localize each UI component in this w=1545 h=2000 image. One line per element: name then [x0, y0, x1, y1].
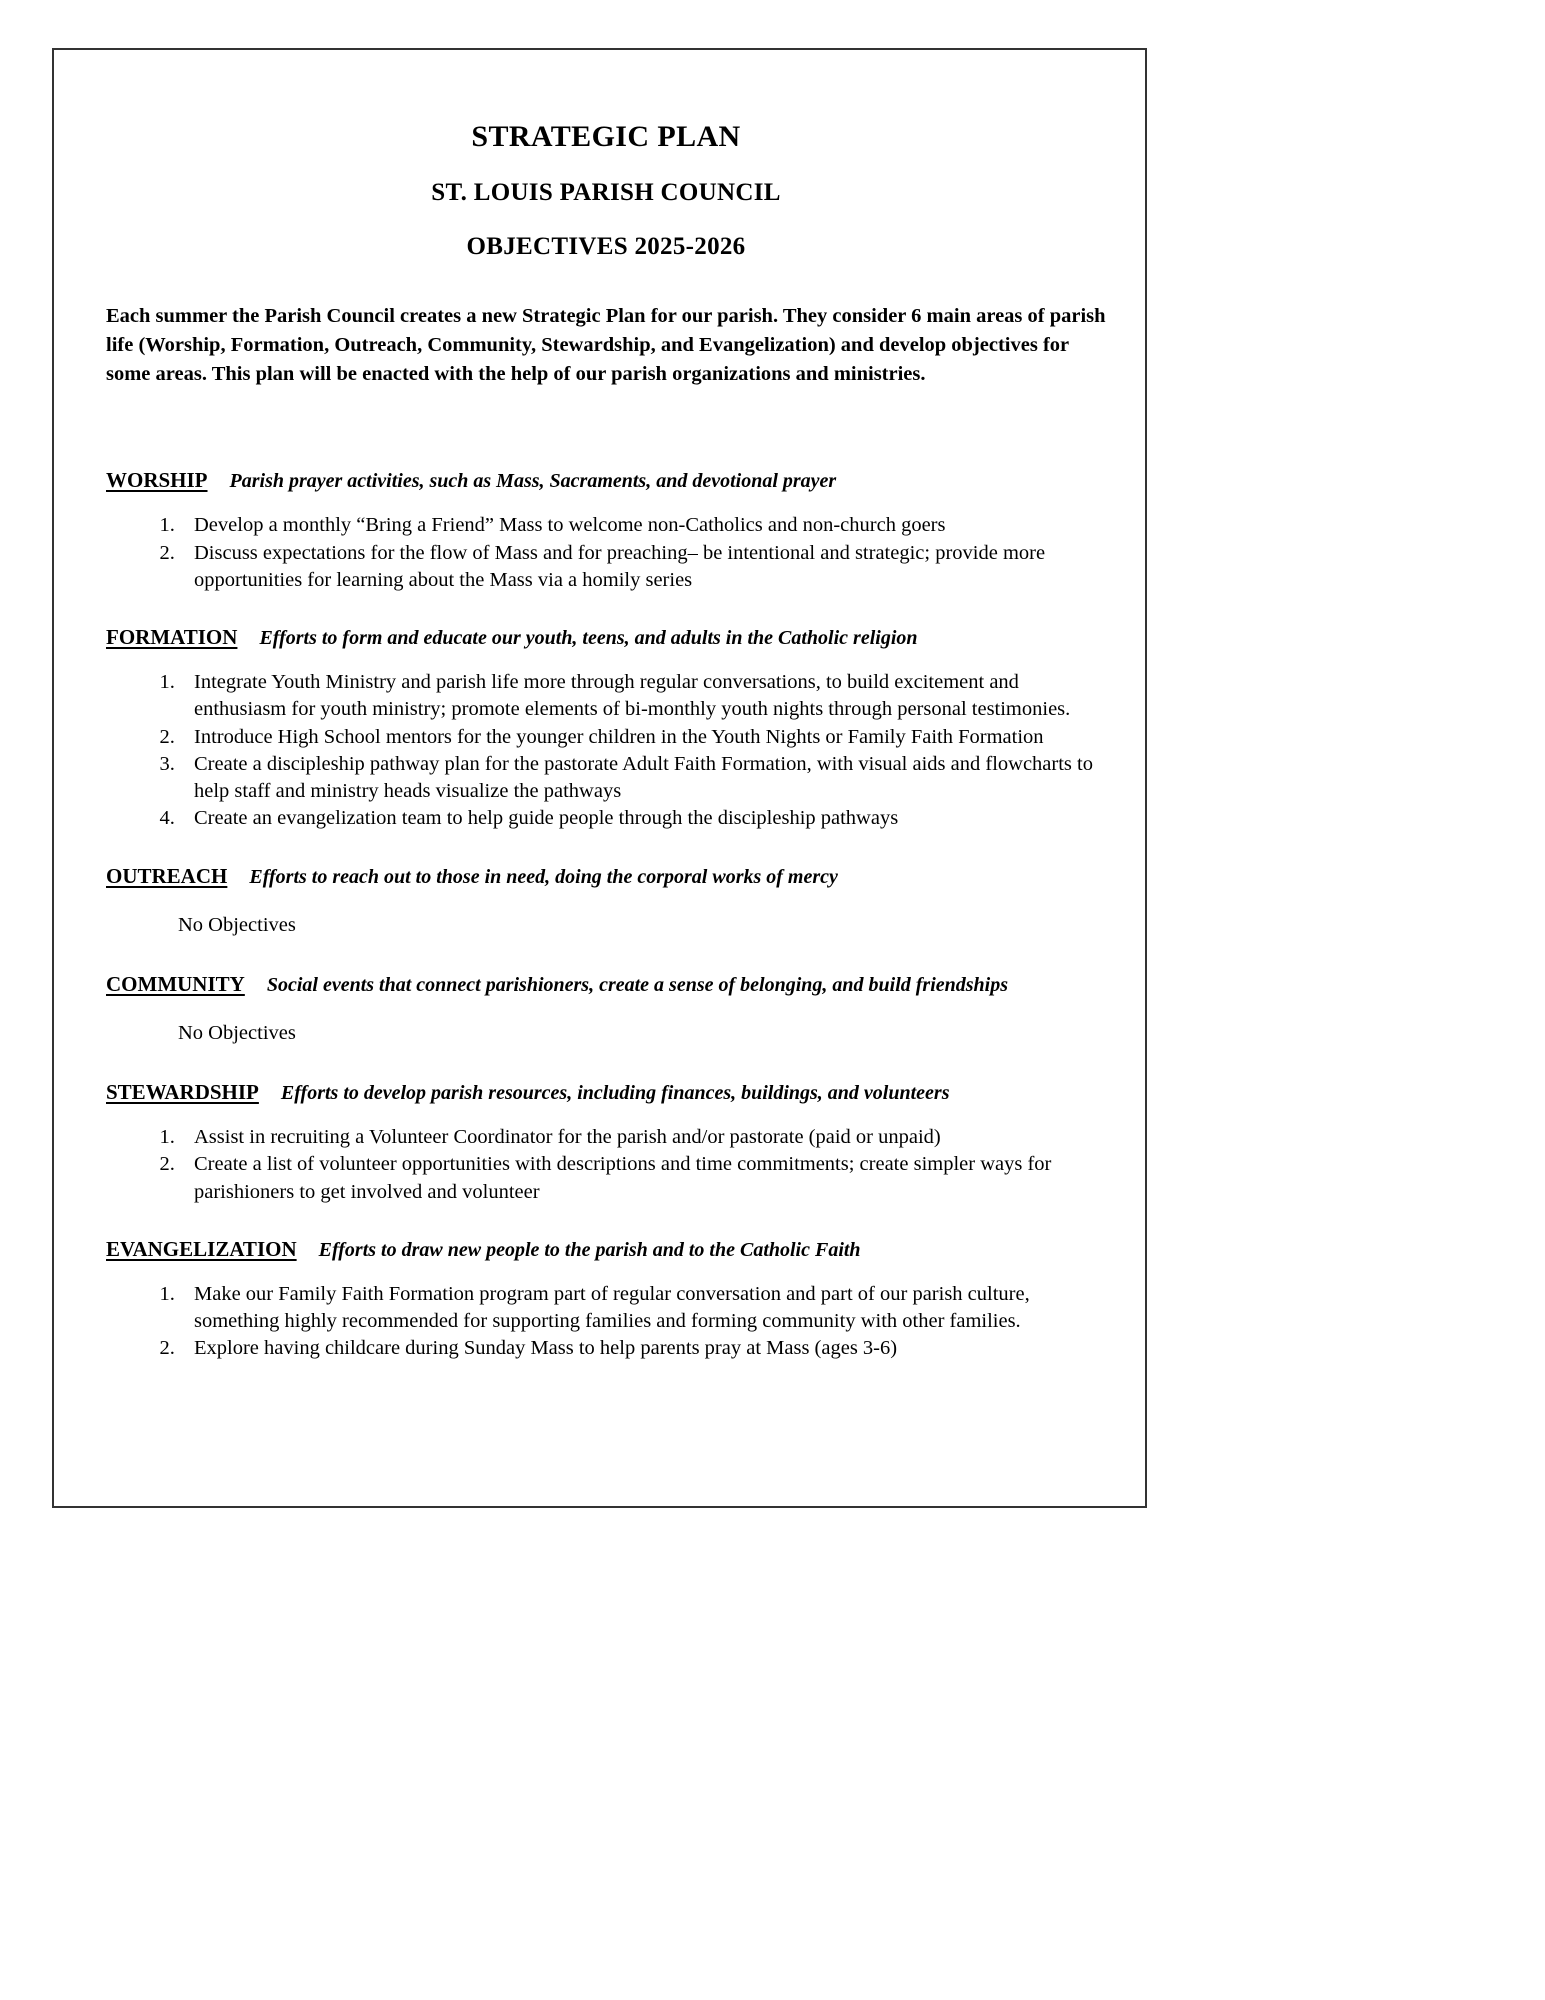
objectives-list [106, 1124, 1106, 1206]
section-title: COMMUNITY [106, 971, 245, 996]
section-title: OUTREACH [106, 863, 228, 888]
objective-item: 1. Develop a monthly “Bring a Friend” Mass to welcome non-Catholics and non-church goers [180, 512, 1106, 539]
no-objectives-label: No Objectives [178, 913, 296, 936]
section [106, 467, 1106, 624]
section-spacer [106, 939, 1106, 971]
section-spacer [106, 1363, 1106, 1393]
section-spacer [106, 833, 1106, 863]
section-spacer [106, 1047, 1106, 1079]
no-objectives-label: No Objectives [178, 1021, 296, 1044]
intro-paragraph: Each summer the Parish Council creates a new Strategic Plan for our parish. They consider 6 main areas of parish life (Worship, Formation, Outreach, Community, Stewardship, and Evangelization) and develop objectives for some areas. This plan will be enacted with the help of our parish organizations and ministries. [106, 305, 1106, 386]
document-page [52, 48, 1147, 1508]
section-title: WORSHIP [106, 468, 208, 493]
objective-item: 2. Introduce High School mentors for the younger children in the Youth Nights or Family Faith Formation [180, 724, 1106, 751]
objective-item: 1. Assist in recruiting a Volunteer Coordinator for the parish and/or pastorate (paid or unpaid) [180, 1124, 1106, 1151]
objectives-list [106, 1281, 1106, 1363]
section-spacer [106, 594, 1106, 624]
page-title: STRATEGIC PLAN [471, 120, 741, 153]
section-title: FORMATION [106, 625, 238, 650]
section [106, 624, 1106, 863]
section [106, 971, 1106, 1079]
section-heading [106, 467, 1106, 494]
section-description: Social events that connect parishioners, create a sense of belonging, and build friendships [266, 973, 1008, 996]
page-subtitle: ST. LOUIS PARISH COUNCIL [431, 179, 781, 206]
objective-item: 1. Integrate Youth Ministry and parish life more through regular conversations, to build excitement and enthusiasm for youth ministry; promote elements of bi-monthly youth nights through personal testimonies. [180, 669, 1106, 724]
section-title: STEWARDSHIP [106, 1080, 259, 1105]
section [106, 1079, 1106, 1236]
section-spacer [106, 1206, 1106, 1236]
objective-item: 3. Create a discipleship pathway plan for the pastorate Adult Faith Formation, with visual aids and flowcharts to help staff and ministry heads visualize the pathways [180, 751, 1106, 806]
section-heading [106, 1236, 1106, 1263]
section-heading [106, 1079, 1106, 1106]
document-body [106, 80, 1106, 1393]
section [106, 1236, 1106, 1393]
page-subtitle-objectives: OBJECTIVES 2025-2026 [466, 232, 746, 260]
objectives-list [106, 512, 1106, 594]
section-description: Efforts to reach out to those in need, doing the corporal works of mercy [249, 865, 838, 888]
objective-item: 2. Explore having childcare during Sunday Mass to help parents pray at Mass (ages 3-6) [180, 1335, 1106, 1362]
section-title: EVANGELIZATION [106, 1236, 297, 1261]
section-heading [106, 971, 1106, 998]
objective-item: 2. Discuss expectations for the flow of Mass and for preaching– be intentional and strategic; provide more opportunities for learning about the Mass via a homily series [180, 540, 1106, 595]
objective-item: 4. Create an evangelization team to help guide people through the discipleship pathways [180, 805, 1106, 832]
objectives-list [106, 669, 1106, 833]
objective-item: 2. Create a list of volunteer opportunities with descriptions and time commitments; create simpler ways for parishioners to get involved and volunteer [180, 1151, 1106, 1206]
section [106, 863, 1106, 971]
section-description: Efforts to form and educate our youth, teens, and adults in the Catholic religion [259, 627, 918, 650]
sections-container [106, 467, 1106, 1392]
objective-item: 1. Make our Family Faith Formation program part of regular conversation and part of our parish culture, something highly recommended for supporting families and forming community with other families. [180, 1281, 1106, 1336]
section-heading [106, 624, 1106, 651]
section-heading [106, 863, 1106, 890]
section-description: Efforts to draw new people to the parish and to the Catholic Faith [318, 1238, 861, 1261]
section-description: Parish prayer activities, such as Mass, Sacraments, and devotional prayer [229, 470, 837, 493]
section-description: Efforts to develop parish resources, including finances, buildings, and volunteers [280, 1082, 950, 1105]
